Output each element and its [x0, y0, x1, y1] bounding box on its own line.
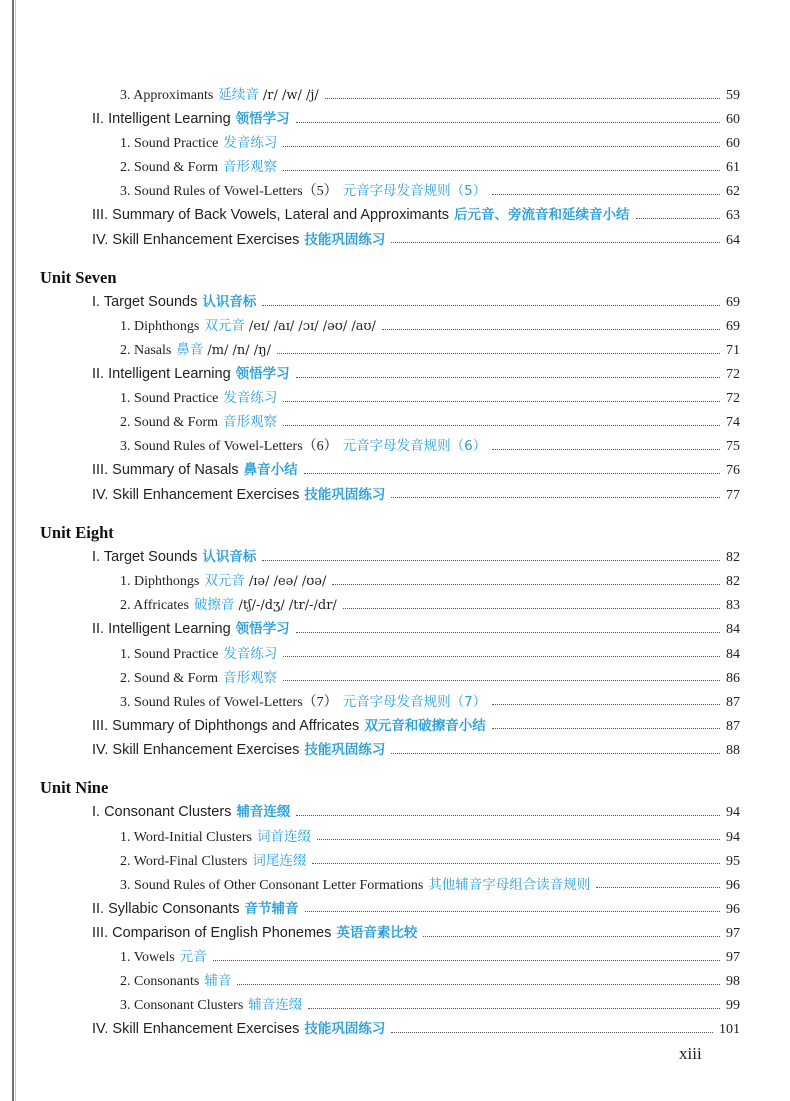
toc-entry-english-title: IV. Skill Enhancement Exercises: [92, 1021, 300, 1038]
toc-entry-english-title: I. Target Sounds: [92, 293, 198, 310]
unit-heading: Unit Seven: [40, 267, 117, 287]
dot-leader: [283, 170, 720, 171]
toc-entry-english-title: II. Intelligent Learning: [92, 621, 231, 638]
dot-leader: [636, 218, 720, 219]
toc-entry-english-title: III. Summary of Nasals: [92, 462, 239, 479]
toc-entry-english-title: 3. Sound Rules of Other Consonant Letter Formations: [120, 877, 424, 893]
toc-entry-page-number: 71: [726, 343, 740, 359]
toc-entry-chinese-title: 鼻音: [176, 342, 204, 359]
toc-entry-phonetic-symbols: /ɪə/ /eə/ /ʊə/: [248, 574, 327, 590]
toc-entry-english-title: II. Syllabic Consonants: [92, 900, 240, 917]
toc-entry-page-number: 69: [726, 319, 740, 335]
toc-entry-chinese-title: 技能巩固练习: [304, 231, 386, 248]
dot-leader: [308, 1008, 720, 1009]
toc-entry-chinese-title: 辅音连缀: [236, 804, 291, 821]
toc-entry-chinese-title: 认识音标: [202, 549, 257, 566]
table-of-contents: [0, 83, 790, 1041]
toc-entry: [0, 873, 740, 897]
toc-entry-chinese-title: 元音: [179, 949, 207, 966]
toc-entry-page-number: 82: [726, 550, 740, 566]
toc-entry-english-title: 1. Sound Practice: [120, 136, 219, 152]
toc-entry-phonetic-symbols: /m/ /n/ /ŋ/: [207, 343, 271, 359]
toc-entry-english-title: II. Intelligent Learning: [92, 366, 231, 383]
toc-entry-chinese-title: 英语音素比较: [336, 924, 418, 941]
toc-entry-chinese-title: 元音字母发音规则（5）: [342, 183, 487, 200]
dot-leader: [596, 887, 720, 888]
toc-entry: [0, 458, 740, 482]
toc-entry-chinese-title: 延续音: [218, 87, 259, 103]
toc-entry: [0, 131, 740, 155]
dot-leader: [423, 936, 720, 937]
toc-entry: [0, 714, 740, 738]
toc-entry-chinese-title: 后元音、旁流音和延续音小结: [454, 207, 630, 224]
toc-entry-english-title: IV. Skill Enhancement Exercises: [92, 231, 300, 248]
toc-entry-english-title: III. Summary of Back Vowels, Lateral and Approximants: [92, 207, 450, 224]
toc-entry-phonetic-symbols: /r/ /w/ /j/: [262, 88, 319, 103]
toc-entry: [0, 993, 740, 1017]
toc-entry: [0, 569, 740, 593]
dot-leader: [391, 497, 720, 498]
toc-entry-chinese-title: 辅音连缀: [248, 997, 303, 1014]
toc-entry-chinese-title: 其他辅音字母组合读音规则: [428, 876, 591, 893]
toc-entry: [0, 897, 740, 921]
toc-entry-english-title: 3. Sound Rules of Vowel-Letters（7）: [120, 694, 338, 710]
toc-entry-english-title: 1. Sound Practice: [120, 391, 219, 407]
unit-heading: Unit Nine: [40, 778, 109, 798]
toc-entry: [0, 203, 740, 227]
dot-leader: [304, 473, 720, 474]
dot-leader: [317, 839, 720, 840]
toc-entry-phonetic-symbols: /eɪ/ /aɪ/ /ɔɪ/ /əʊ/ /aʊ/: [248, 319, 376, 335]
toc-entry-english-title: 2. Sound & Form: [120, 670, 219, 686]
toc-entry: [0, 642, 740, 666]
toc-entry-page-number: 72: [726, 391, 740, 407]
toc-entry-page-number: 82: [726, 574, 740, 590]
toc-entry-chinese-title: 技能巩固练习: [304, 741, 386, 758]
dot-leader: [283, 146, 720, 147]
toc-entry-page-number: 97: [726, 950, 740, 966]
dot-leader: [391, 1032, 713, 1033]
dot-leader: [382, 329, 720, 330]
dot-leader: [492, 449, 720, 450]
toc-entry-page-number: 75: [726, 439, 740, 455]
toc-entry-page-number: 60: [726, 112, 740, 127]
dot-leader: [296, 632, 720, 633]
toc-entry: [0, 969, 740, 993]
toc-entry-chinese-title: 领悟学习: [235, 366, 290, 383]
toc-entry-chinese-title: 技能巩固练习: [304, 486, 386, 503]
toc-entry-chinese-title: 双元音和破擦音小结: [364, 717, 486, 734]
toc-entry-chinese-title: 音节辅音: [244, 900, 299, 917]
toc-entry-chinese-title: 音形观察: [223, 414, 278, 431]
dot-leader: [296, 122, 720, 123]
page-number: xiii: [679, 1044, 702, 1063]
toc-entry-english-title: IV. Skill Enhancement Exercises: [92, 486, 300, 503]
toc-entry-english-title: 2. Sound & Form: [120, 160, 219, 176]
toc-entry: [0, 338, 740, 362]
toc-entry-page-number: 99: [726, 998, 740, 1014]
toc-entry: [0, 617, 740, 641]
toc-entry: [0, 314, 740, 338]
dot-leader: [312, 863, 720, 864]
dot-leader: [283, 656, 720, 657]
toc-entry-chinese-title: 音形观察: [223, 669, 278, 686]
toc-entry-english-title: 1. Vowels: [120, 950, 175, 966]
toc-entry-page-number: 84: [726, 646, 740, 662]
toc-entry-chinese-title: 双元音: [204, 318, 245, 335]
toc-entry: [0, 155, 740, 179]
toc-entry-english-title: 2. Consonants: [120, 974, 200, 990]
toc-entry-chinese-title: 领悟学习: [235, 621, 290, 638]
toc-entry-page-number: 96: [726, 877, 740, 893]
dot-leader: [237, 984, 720, 985]
toc-entry-english-title: 2. Nasals: [120, 343, 172, 359]
toc-entry-chinese-title: 发音练习: [223, 390, 278, 407]
toc-entry-chinese-title: 破擦音: [193, 597, 235, 614]
toc-entry-page-number: 96: [726, 901, 740, 917]
toc-entry: [0, 290, 740, 314]
toc-entry-page-number: 101: [719, 1022, 740, 1038]
toc-entry-english-title: III. Comparison of English Phonemes: [92, 924, 332, 941]
toc-entry-english-title: 3. Consonant Clusters: [120, 998, 244, 1014]
toc-entry-english-title: 1. Word-Initial Clusters: [120, 829, 252, 845]
toc-entry: [0, 921, 740, 945]
toc-entry-english-title: 1. Sound Practice: [120, 646, 219, 662]
toc-entry: [0, 83, 740, 107]
toc-entry-english-title: 2. Affricates: [120, 598, 189, 614]
toc-entry-page-number: 84: [726, 622, 740, 638]
toc-entry-chinese-title: 词尾连缀: [252, 852, 307, 869]
toc-entry-english-title: II. Intelligent Learning: [92, 111, 231, 127]
toc-entry-page-number: 76: [726, 463, 740, 479]
toc-entry-english-title: 3. Sound Rules of Vowel-Letters（5）: [120, 184, 338, 200]
dot-leader: [283, 401, 720, 402]
toc-entry-page-number: 62: [726, 184, 740, 200]
toc-entry: [0, 666, 740, 690]
toc-entry-page-number: 94: [726, 805, 740, 821]
dot-leader: [492, 728, 720, 729]
toc-entry-chinese-title: 辅音: [204, 973, 232, 990]
toc-entry-chinese-title: 音形观察: [223, 159, 278, 176]
toc-entry-page-number: 74: [726, 415, 740, 431]
toc-entry-chinese-title: 元音字母发音规则（7）: [342, 693, 487, 710]
toc-entry-english-title: 1. Diphthongs: [120, 574, 200, 590]
toc-entry-english-title: 2. Sound & Form: [120, 415, 219, 431]
dot-leader: [283, 680, 720, 681]
dot-leader: [296, 377, 720, 378]
dot-leader: [332, 584, 720, 585]
toc-entry: [0, 690, 740, 714]
toc-entry: [0, 107, 740, 131]
toc-entry-english-title: I. Consonant Clusters: [92, 804, 232, 821]
toc-entry-chinese-title: 发音练习: [223, 645, 278, 662]
toc-entry: [0, 483, 740, 507]
toc-entry-chinese-title: 认识音标: [202, 293, 257, 310]
dot-leader: [213, 960, 720, 961]
toc-entry: [0, 434, 740, 458]
toc-entry: [0, 410, 740, 434]
toc-entry-english-title: 1. Diphthongs: [120, 319, 200, 335]
dot-leader: [283, 425, 720, 426]
toc-entry: [0, 1017, 740, 1041]
unit-heading: Unit Eight: [40, 523, 114, 543]
toc-entry-page-number: 88: [726, 742, 740, 758]
toc-entry-english-title: IV. Skill Enhancement Exercises: [92, 741, 300, 758]
dot-leader: [343, 608, 720, 609]
dot-leader: [391, 753, 720, 754]
dot-leader: [391, 242, 720, 243]
toc-entry-chinese-title: 领悟学习: [235, 111, 290, 127]
toc-entry-chinese-title: 元音字母发音规则（6）: [342, 438, 487, 455]
dot-leader: [296, 815, 720, 816]
toc-entry-chinese-title: 词首连缀: [257, 828, 311, 845]
toc-entry: [0, 386, 740, 410]
dot-leader: [262, 305, 720, 306]
toc-entry: [0, 228, 740, 252]
toc-entry-chinese-title: 发音练习: [223, 135, 278, 152]
toc-entry-page-number: 94: [726, 829, 740, 845]
toc-entry: [0, 545, 740, 569]
toc-entry-page-number: 87: [726, 718, 740, 734]
toc-entry-page-number: 95: [726, 853, 740, 869]
toc-entry-english-title: I. Target Sounds: [92, 549, 198, 566]
toc-entry-chinese-title: 双元音: [204, 573, 245, 590]
toc-entry-page-number: 97: [726, 925, 740, 941]
toc-entry-page-number: 64: [726, 232, 740, 248]
dot-leader: [277, 353, 720, 354]
toc-entry-page-number: 87: [726, 694, 740, 710]
toc-entry: [0, 362, 740, 386]
dot-leader: [262, 560, 720, 561]
toc-entry-page-number: 98: [726, 974, 740, 990]
dot-leader: [492, 704, 720, 705]
toc-entry: [0, 825, 740, 849]
toc-entry-page-number: 61: [726, 160, 740, 176]
toc-entry-page-number: 63: [726, 208, 740, 224]
dot-leader: [325, 98, 720, 99]
toc-entry-phonetic-symbols: /tʃ/-/dʒ/ /tr/-/dr/: [238, 598, 337, 614]
toc-entry-page-number: 77: [726, 487, 740, 503]
toc-entry: [0, 179, 740, 203]
toc-entry-chinese-title: 技能巩固练习: [304, 1021, 386, 1038]
toc-entry: [0, 593, 740, 617]
toc-entry-english-title: 3. Sound Rules of Vowel-Letters（6）: [120, 439, 338, 455]
toc-entry: [0, 800, 740, 824]
toc-entry-page-number: 83: [726, 598, 740, 614]
dot-leader: [492, 194, 720, 195]
dot-leader: [305, 911, 721, 912]
toc-entry-english-title: III. Summary of Diphthongs and Affricates: [92, 717, 360, 734]
toc-entry-page-number: 72: [726, 367, 740, 383]
toc-entry: [0, 738, 740, 762]
toc-entry: [0, 945, 740, 969]
toc-entry-chinese-title: 鼻音小结: [243, 462, 298, 479]
toc-entry-english-title: 3. Approximants: [120, 88, 214, 103]
toc-entry-page-number: 69: [726, 294, 740, 310]
toc-entry-page-number: 86: [726, 670, 740, 686]
toc-entry: [0, 849, 740, 873]
toc-entry-english-title: 2. Word-Final Clusters: [120, 853, 248, 869]
toc-entry-page-number: 59: [726, 88, 740, 103]
toc-entry-page-number: 60: [726, 136, 740, 152]
